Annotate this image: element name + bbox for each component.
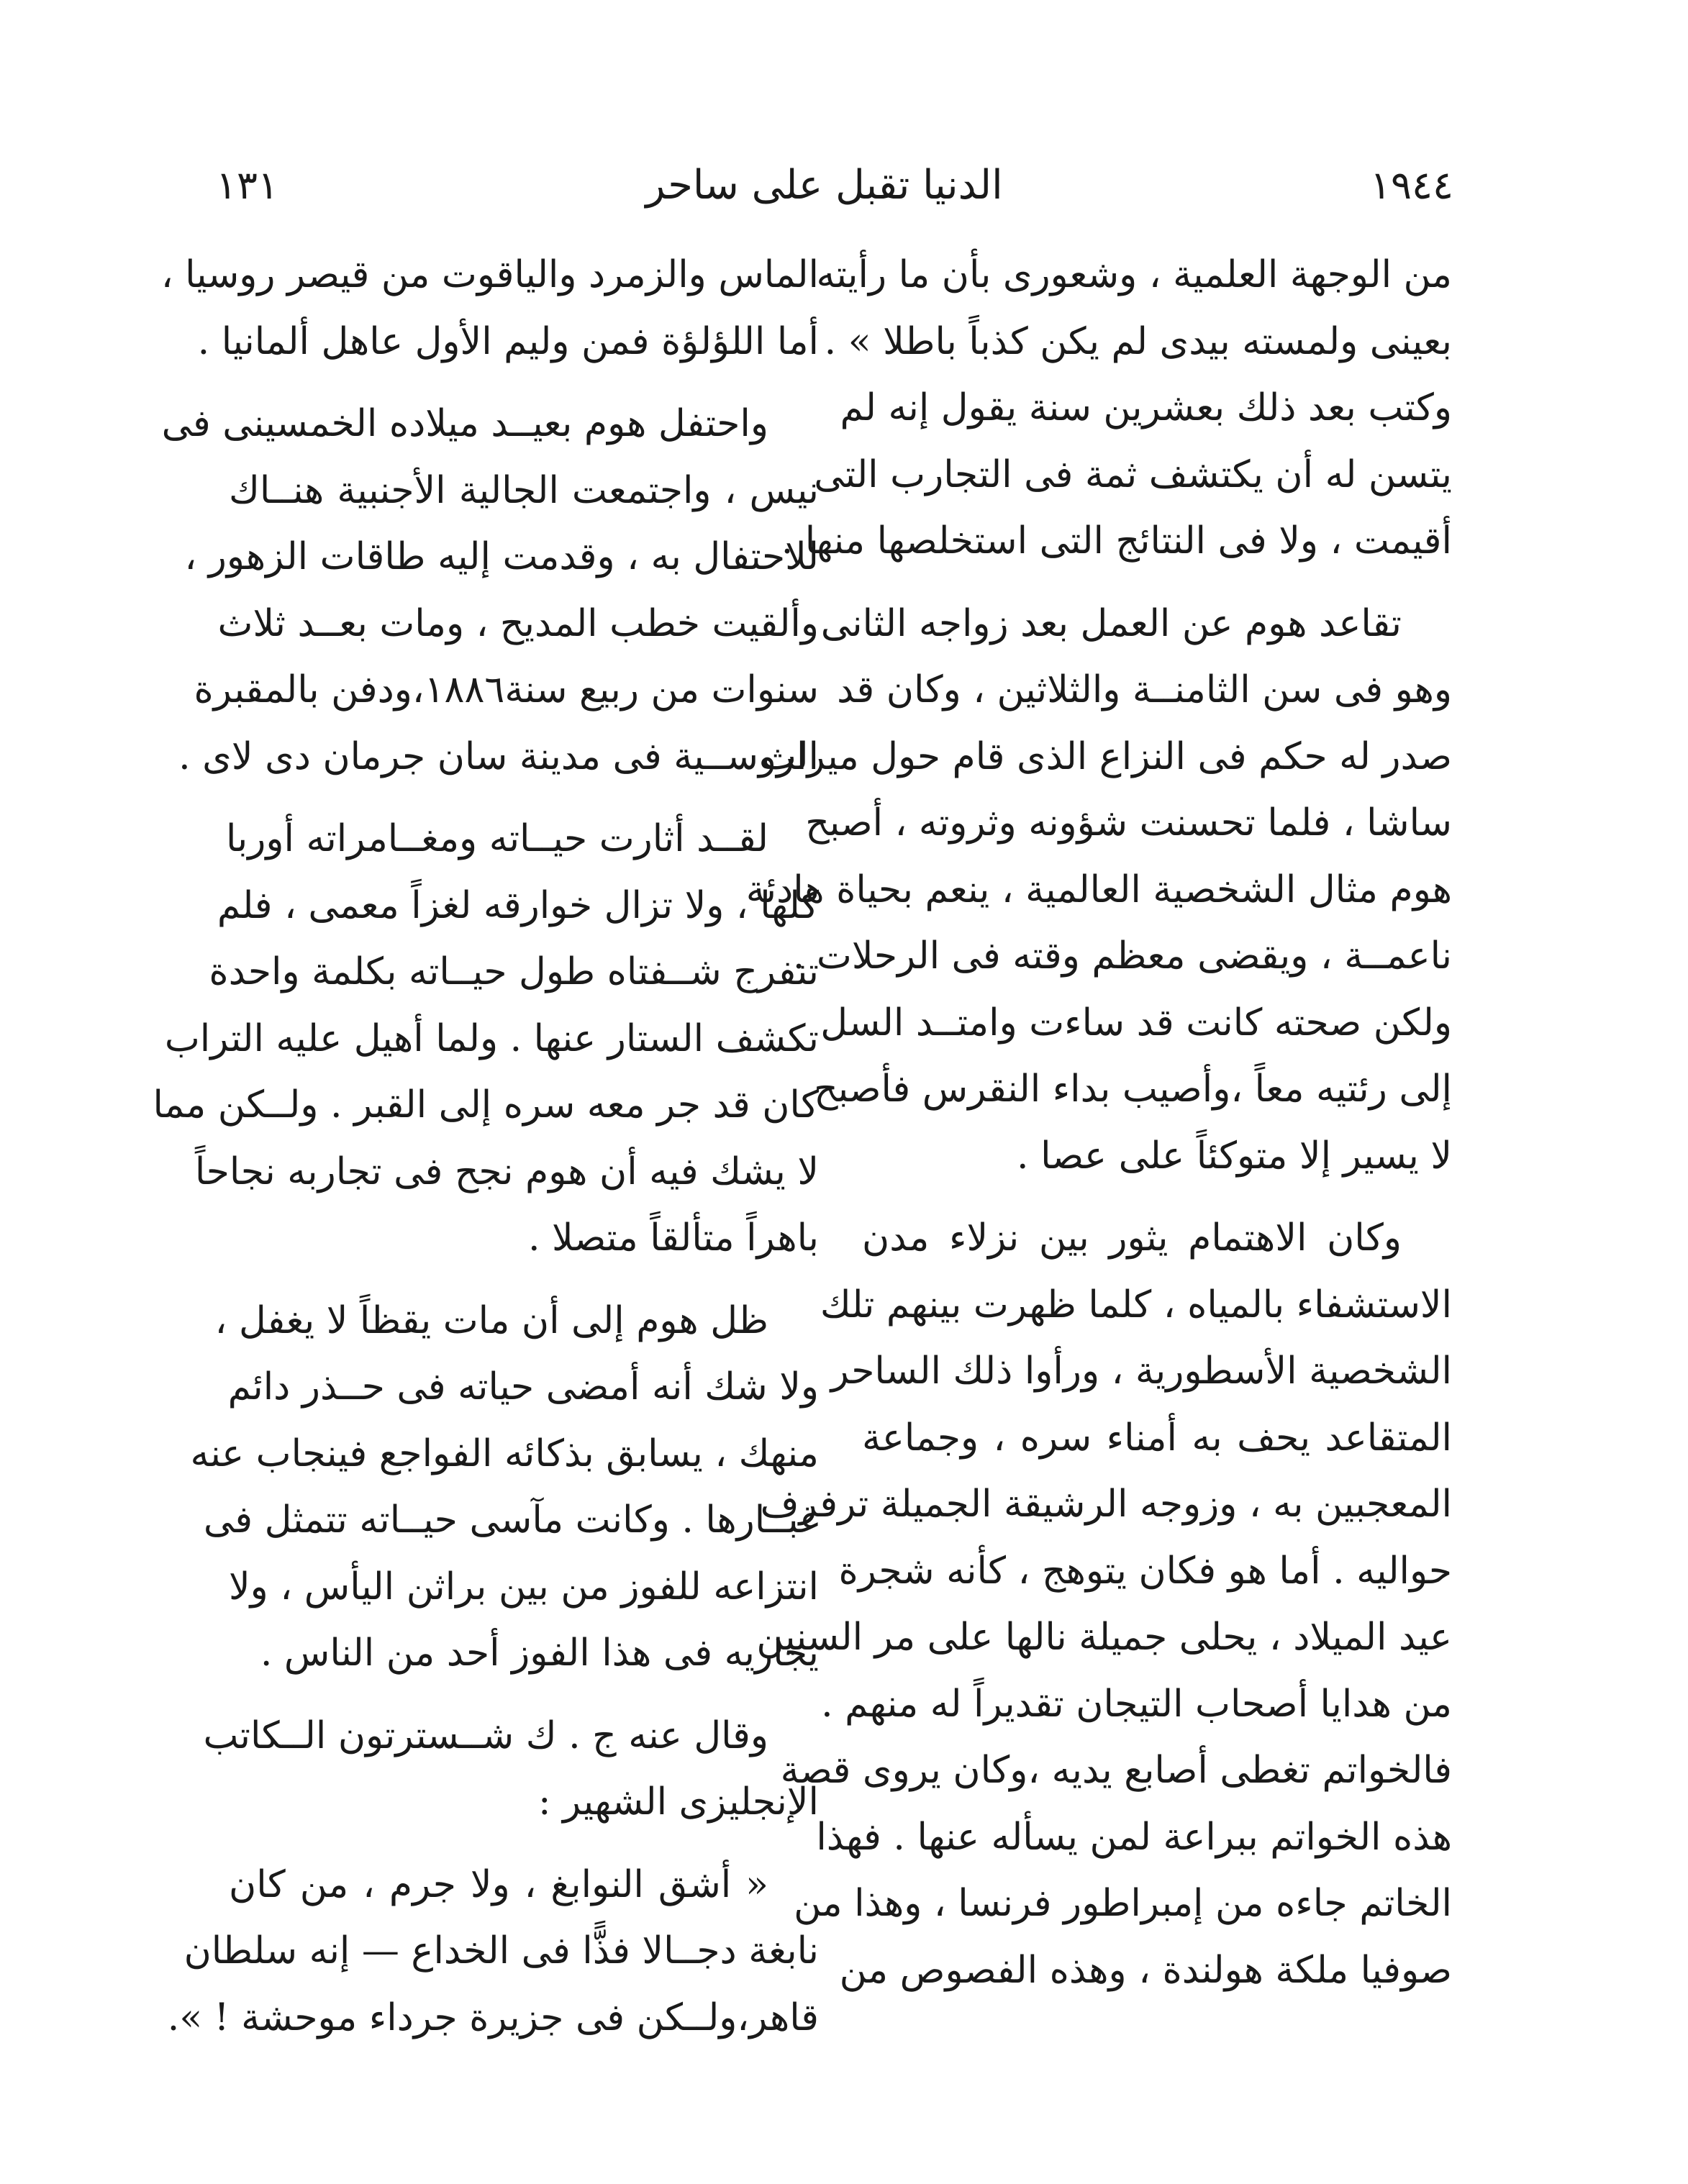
text-line: من الوجهة العلمية ، وشعورى بأن ما رأيته (816, 253, 1452, 296)
text-line: الماس والزمرد والياقوت من قيصر روسيا ، (160, 253, 819, 296)
text-line: ظل هوم إلى أن مات يقظاً لا يغفل ، (214, 1298, 768, 1342)
text-line: هوم مثال الشخصية العالمية ، ينعم بحياة هادئة (745, 868, 1452, 911)
right-text-column (745, 242, 1452, 2003)
text-line: انتزاعه للفوز من بين براثن اليأس ، ولا (229, 1565, 820, 1609)
text-line: يجاريه فى هذا الفوز أحد من الناس . (260, 1632, 819, 1675)
text-line: لقــد أثارت حيــاته ومغــامراته أوربا (225, 817, 768, 860)
text-line: أما اللؤلؤة فمن وليم الأول عاهل ألمانيا . (197, 319, 819, 363)
text-line: من هدايا أصحاب التيجان تقديراً له منهم . (821, 1682, 1452, 1726)
text-line: الشخصية الأسطورية ، ورأوا ذلك الساحر (830, 1350, 1452, 1393)
paragraph (190, 1288, 820, 1687)
text-line: بعينى ولمسته بيدى لم يكن كذباً باطلا » . (824, 319, 1452, 363)
text-line: فالخواتم تغطى أصابع يديه ،وكان يروى قصة (780, 1749, 1452, 1792)
text-line: الروســية فى مدينة سان جرمان دى لاى . (178, 734, 819, 778)
text-line: « أشق النوابغ ، ولا جرم ، من كان (229, 1862, 768, 1906)
text-line: سنوات من ربيع سنة١٨٨٦،ودفن بالمقبرة (194, 668, 819, 711)
paragraph (161, 391, 819, 790)
text-line: أقيمت ، ولا فى النتائج التى استخلصها منها . (781, 519, 1452, 563)
text-line: هذه الخواتم ببراعة لمن يسأله عنها . فهذا (816, 1815, 1452, 1859)
text-line: ناعمــة ، ويقضى معظم وقته فى الرحلات . (792, 934, 1452, 978)
paragraph (160, 242, 819, 375)
text-line: وكان الاهتمام يثور بين نزلاء مدن (862, 1216, 1402, 1260)
text-line: قاهر،ولــكن فى جزيرة جرداء موحشة ! ». (167, 1996, 819, 2039)
text-line: الإنجليزى الشهير : (537, 1780, 819, 1824)
text-line: وقال عنه ج . ك شــسترتون الــكاتب (203, 1714, 768, 1757)
text-line: منهك ، يسابق بذكائه الفواجع فينجاب عنه (190, 1432, 819, 1475)
page-number: ١٣١ (216, 162, 279, 208)
text-line: نابغة دجــالا فذًّا فى الخداع — إنه سلطان (183, 1929, 819, 1973)
text-line: الاستشفاء بالمياه ، كلما ظهرت بينهم تلك (820, 1283, 1452, 1327)
text-line: لا يسير إلا متوكئاً على عصا . (1017, 1134, 1452, 1178)
text-line: المتقاعد يحف به أمناء سره ، وجماعة (862, 1416, 1452, 1460)
text-line: كان قد جر معه سره إلى القبر . ولــكن مما (153, 1083, 819, 1127)
text-line: المعجبين به ، وزوجه الرشيقة الجميلة ترفرف (760, 1483, 1452, 1526)
text-line: للاحتفال به ، وقدمت إليه طاقات الزهور ، (184, 535, 819, 578)
text-line: تقاعد هوم عن العمل بعد زواجه الثانى (820, 601, 1402, 645)
text-line: ولا شك أنه أمضى حياته فى حــذر دائم (227, 1365, 819, 1409)
text-line: صدر له حكم فى النزاع الذى قام حول ميراث (761, 734, 1452, 778)
text-line: الخاتم جاءه من إمبراطور فرنسا ، وهذا من (794, 1882, 1452, 1925)
text-line: ساشا ، فلما تحسنت شؤونه وثروته ، أصبح (805, 801, 1452, 845)
text-line: كلها ، ولا تزال خوارقه لغزاً معمى ، فلم (217, 883, 819, 927)
text-line: تكشف الستار عنها . ولما أهيل عليه التراب (164, 1016, 819, 1060)
year-label: ١٩٤٤ (1369, 162, 1453, 208)
text-line: صوفيا ملكة هولندة ، وهذه الفصوص من (839, 1948, 1452, 1992)
text-line: وهو فى سن الثامنــة والثلاثين ، وكان قد (837, 668, 1452, 711)
paragraph (203, 1703, 819, 1836)
paragraph (167, 1852, 819, 2052)
left-text-column (153, 242, 820, 2051)
paragraph (756, 1205, 1452, 2003)
text-line: تنفرج شــفتاه طول حيــاته بكلمة واحدة (209, 950, 819, 993)
paragraph (781, 242, 1452, 575)
text-line: إلى رئتيه معاً ،وأصيب بداء النقرس فأصبح (814, 1068, 1452, 1111)
text-line: ولكن صحته كانت قد ساءت وامتــد السل (820, 1001, 1452, 1045)
text-line: حواليه . أما هو فكان يتوهج ، كأنه شجرة (838, 1549, 1452, 1593)
text-line: باهراً متألقاً متصلا . (527, 1216, 819, 1260)
text-line: وكتب بعد ذلك بعشرين سنة يقول إنه لم (840, 386, 1452, 429)
text-line: لا يشك فيه أن هوم نجح فى تجاربه نجاحاً (194, 1150, 819, 1193)
text-line: نيس ، واجتمعت الجالية الأجنبية هنــاك (229, 468, 819, 512)
text-line: واحتفل هوم بعيــد ميلاده الخمسينى فى (161, 402, 768, 445)
text-line: يتسن له أن يكتشف ثمة فى التجارب التى (814, 452, 1452, 496)
text-line: وألقيت خطب المديح ، ومات بعــد ثلاث (217, 601, 819, 645)
paragraph (745, 591, 1452, 1190)
text-line: غبــارها . وكانت مآسى حيــاته تتمثل فى (203, 1498, 819, 1542)
paragraph (153, 806, 819, 1272)
running-title: الدنيا تقبل على ساحر (645, 161, 1003, 209)
page-header (216, 153, 1453, 217)
text-line: عيد الميلاد ، يحلى جميلة نالها على مر السنين (756, 1616, 1452, 1659)
